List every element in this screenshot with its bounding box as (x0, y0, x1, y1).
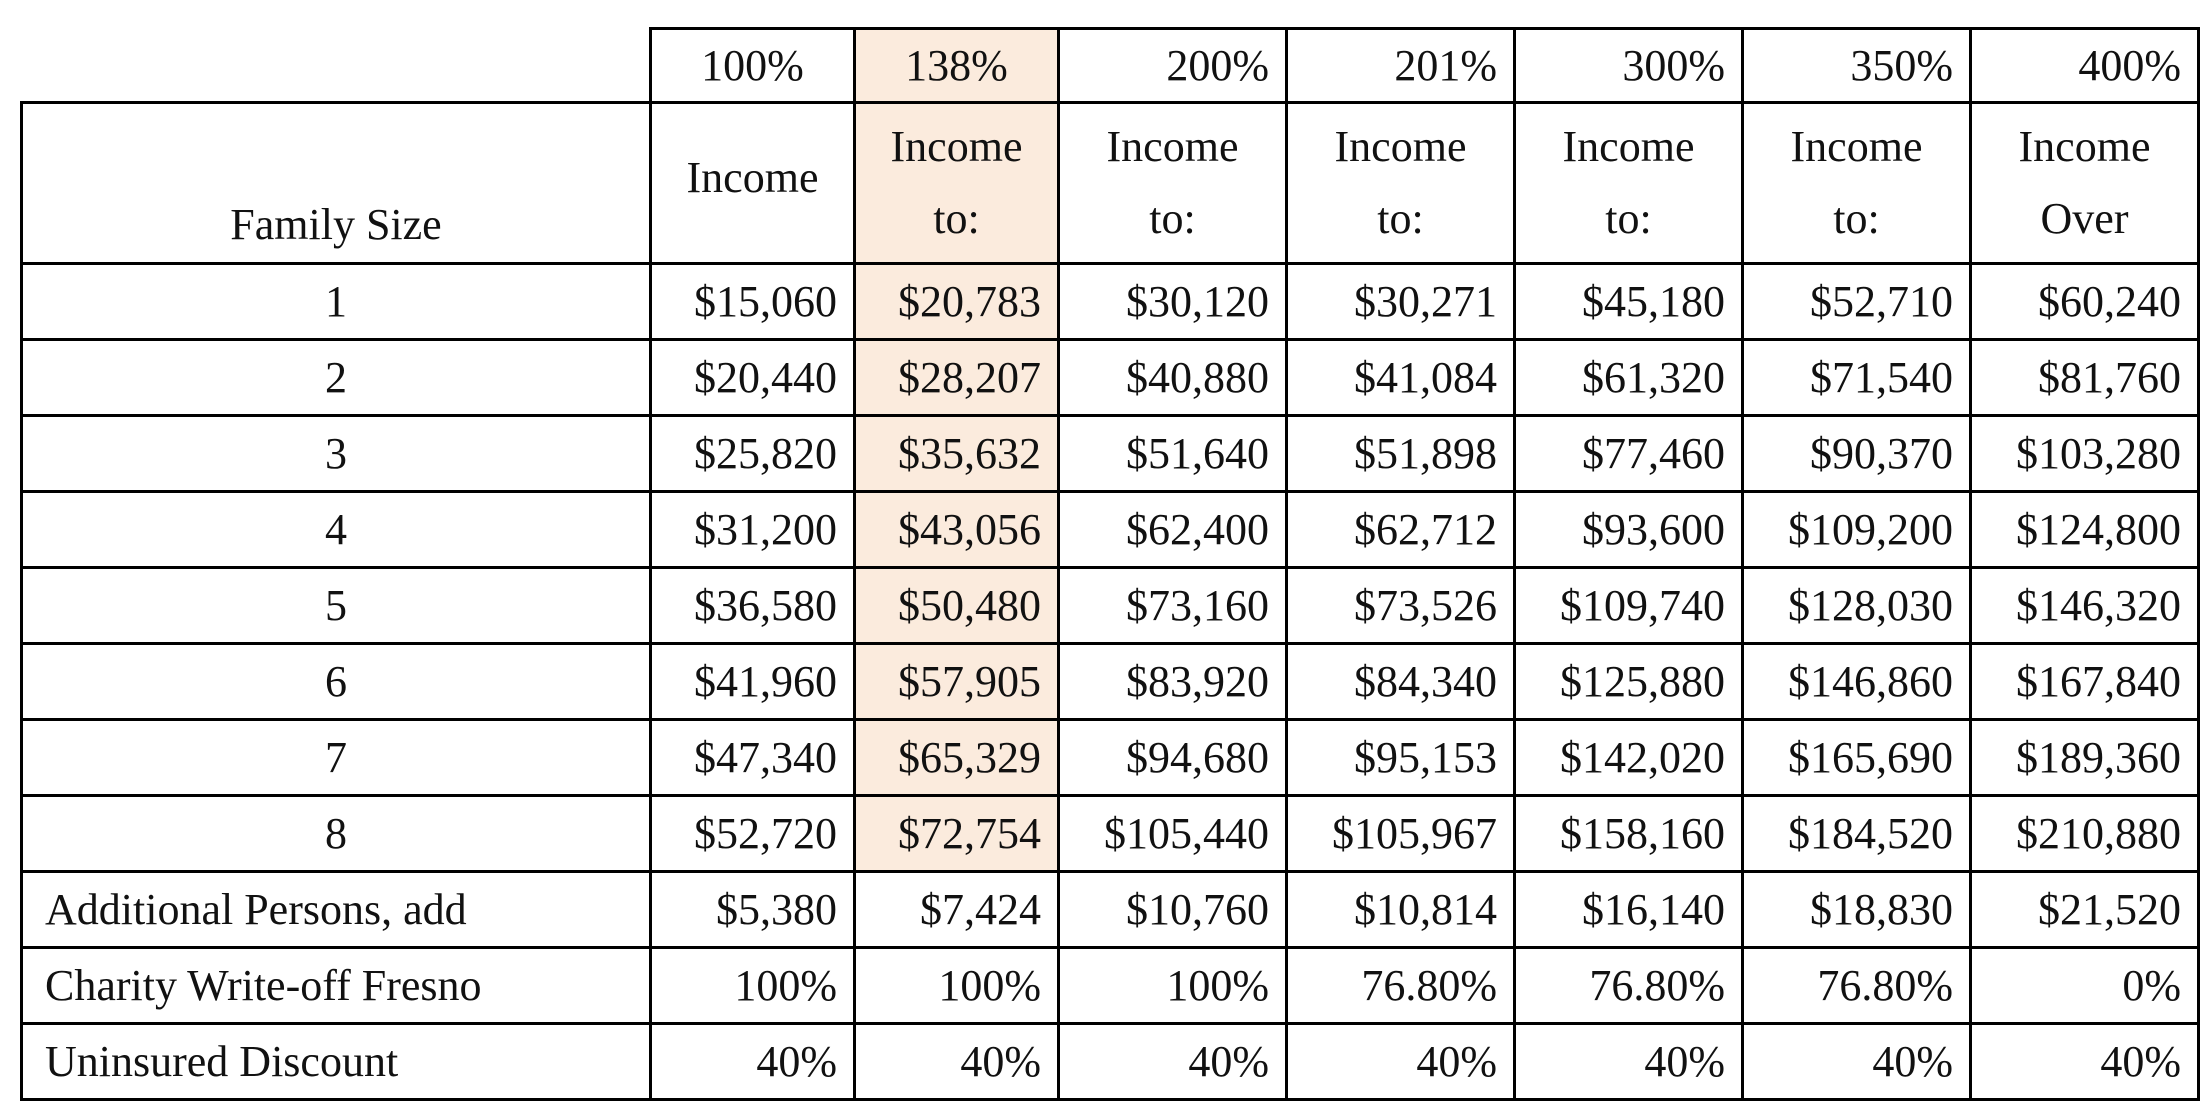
value-cell: 100% (855, 948, 1059, 1024)
income-cell: $124,800 (1971, 492, 2199, 568)
income-cell: $31,200 (651, 492, 855, 568)
charity-writeoff-row (22, 948, 2199, 1024)
income-cell: $73,160 (1059, 568, 1287, 644)
income-header-line: to: (1605, 194, 1652, 243)
value-cell: $5,380 (651, 872, 855, 948)
income-header-line: Income (686, 153, 819, 202)
income-header (1743, 103, 1971, 264)
value-cell: 76.80% (1743, 948, 1971, 1024)
value-cell: 40% (1971, 1024, 2199, 1100)
income-cell: $71,540 (1743, 340, 1971, 416)
income-cell: $50,480 (855, 568, 1059, 644)
income-cell: $40,880 (1059, 340, 1287, 416)
value-cell: 76.80% (1515, 948, 1743, 1024)
income-cell: $184,520 (1743, 796, 1971, 872)
income-header-line: Income (890, 122, 1023, 171)
uninsured-discount-row (22, 1024, 2199, 1100)
income-cell: $105,967 (1287, 796, 1515, 872)
family-size-cell: 5 (22, 568, 651, 644)
income-header-line: Over (2040, 194, 2129, 243)
income-cell: $30,120 (1059, 264, 1287, 340)
row-label: Uninsured Discount (22, 1024, 651, 1100)
income-cell: $52,720 (651, 796, 855, 872)
income-cell: $146,860 (1743, 644, 1971, 720)
value-cell: $10,814 (1287, 872, 1515, 948)
income-guidelines-table (20, 27, 2200, 1101)
value-cell: $16,140 (1515, 872, 1743, 948)
income-cell: $20,783 (855, 264, 1059, 340)
income-header-line: Income (2018, 122, 2151, 171)
value-cell: 100% (1059, 948, 1287, 1024)
income-header (1059, 103, 1287, 264)
income-header-row (22, 103, 2199, 264)
row-label: Charity Write-off Fresno (22, 948, 651, 1024)
table-row (22, 492, 2199, 568)
percent-header: 300% (1515, 29, 1743, 103)
table-row (22, 416, 2199, 492)
table-row (22, 796, 2199, 872)
family-size-cell: 8 (22, 796, 651, 872)
income-cell: $77,460 (1515, 416, 1743, 492)
income-cell: $109,740 (1515, 568, 1743, 644)
income-cell: $20,440 (651, 340, 855, 416)
income-cell: $51,640 (1059, 416, 1287, 492)
income-cell: $84,340 (1287, 644, 1515, 720)
percent-header: 138% (855, 29, 1059, 103)
income-cell: $90,370 (1743, 416, 1971, 492)
value-cell: 40% (651, 1024, 855, 1100)
income-header-line: Income (1790, 122, 1923, 171)
income-cell: $83,920 (1059, 644, 1287, 720)
income-cell: $45,180 (1515, 264, 1743, 340)
income-cell: $36,580 (651, 568, 855, 644)
income-header (651, 103, 855, 264)
income-cell: $105,440 (1059, 796, 1287, 872)
table-row (22, 644, 2199, 720)
income-cell: $125,880 (1515, 644, 1743, 720)
income-cell: $61,320 (1515, 340, 1743, 416)
percent-header-row (22, 29, 2199, 103)
blank-corner-cell (22, 29, 651, 103)
value-cell: 76.80% (1287, 948, 1515, 1024)
family-size-cell: 3 (22, 416, 651, 492)
income-header (1287, 103, 1515, 264)
income-cell: $62,400 (1059, 492, 1287, 568)
income-cell: $93,600 (1515, 492, 1743, 568)
income-cell: $47,340 (651, 720, 855, 796)
family-size-header: Family Size (22, 103, 651, 264)
family-size-cell: 6 (22, 644, 651, 720)
percent-header: 400% (1971, 29, 2199, 103)
table-row (22, 340, 2199, 416)
income-header (855, 103, 1059, 264)
income-cell: $72,754 (855, 796, 1059, 872)
row-label: Additional Persons, add (22, 872, 651, 948)
income-cell: $189,360 (1971, 720, 2199, 796)
income-cell: $109,200 (1743, 492, 1971, 568)
value-cell: $18,830 (1743, 872, 1971, 948)
value-cell: 40% (1743, 1024, 1971, 1100)
family-size-cell: 1 (22, 264, 651, 340)
income-header-line: Income (1562, 122, 1695, 171)
income-header (1515, 103, 1743, 264)
family-size-cell: 7 (22, 720, 651, 796)
income-cell: $146,320 (1971, 568, 2199, 644)
income-cell: $65,329 (855, 720, 1059, 796)
income-cell: $73,526 (1287, 568, 1515, 644)
percent-header: 200% (1059, 29, 1287, 103)
income-header-line: to: (1833, 194, 1880, 243)
value-cell: $21,520 (1971, 872, 2199, 948)
family-size-cell: 4 (22, 492, 651, 568)
income-header (1971, 103, 2199, 264)
family-size-cell: 2 (22, 340, 651, 416)
income-cell: $28,207 (855, 340, 1059, 416)
income-header-line: Income (1334, 122, 1467, 171)
percent-header: 100% (651, 29, 855, 103)
income-cell: $81,760 (1971, 340, 2199, 416)
income-header-line: to: (1377, 194, 1424, 243)
income-cell: $43,056 (855, 492, 1059, 568)
additional-persons-row (22, 872, 2199, 948)
income-cell: $57,905 (855, 644, 1059, 720)
table-row (22, 720, 2199, 796)
value-cell: 40% (1287, 1024, 1515, 1100)
income-cell: $95,153 (1287, 720, 1515, 796)
income-cell: $41,084 (1287, 340, 1515, 416)
income-cell: $167,840 (1971, 644, 2199, 720)
value-cell: 40% (1515, 1024, 1743, 1100)
income-cell: $62,712 (1287, 492, 1515, 568)
percent-header: 201% (1287, 29, 1515, 103)
income-cell: $94,680 (1059, 720, 1287, 796)
table-row (22, 568, 2199, 644)
income-cell: $52,710 (1743, 264, 1971, 340)
value-cell: $10,760 (1059, 872, 1287, 948)
income-cell: $30,271 (1287, 264, 1515, 340)
income-cell: $15,060 (651, 264, 855, 340)
value-cell: 40% (1059, 1024, 1287, 1100)
income-cell: $41,960 (651, 644, 855, 720)
value-cell: 0% (1971, 948, 2199, 1024)
income-cell: $103,280 (1971, 416, 2199, 492)
table-row (22, 264, 2199, 340)
income-header-line: to: (933, 194, 980, 243)
income-header-line: Income (1106, 122, 1239, 171)
income-cell: $128,030 (1743, 568, 1971, 644)
income-header-line: to: (1149, 194, 1196, 243)
income-cell: $51,898 (1287, 416, 1515, 492)
income-cell: $25,820 (651, 416, 855, 492)
income-cell: $158,160 (1515, 796, 1743, 872)
percent-header: 350% (1743, 29, 1971, 103)
value-cell: 40% (855, 1024, 1059, 1100)
value-cell: $7,424 (855, 872, 1059, 948)
income-cell: $210,880 (1971, 796, 2199, 872)
income-cell: $35,632 (855, 416, 1059, 492)
value-cell: 100% (651, 948, 855, 1024)
income-cell: $60,240 (1971, 264, 2199, 340)
income-cell: $142,020 (1515, 720, 1743, 796)
income-cell: $165,690 (1743, 720, 1971, 796)
